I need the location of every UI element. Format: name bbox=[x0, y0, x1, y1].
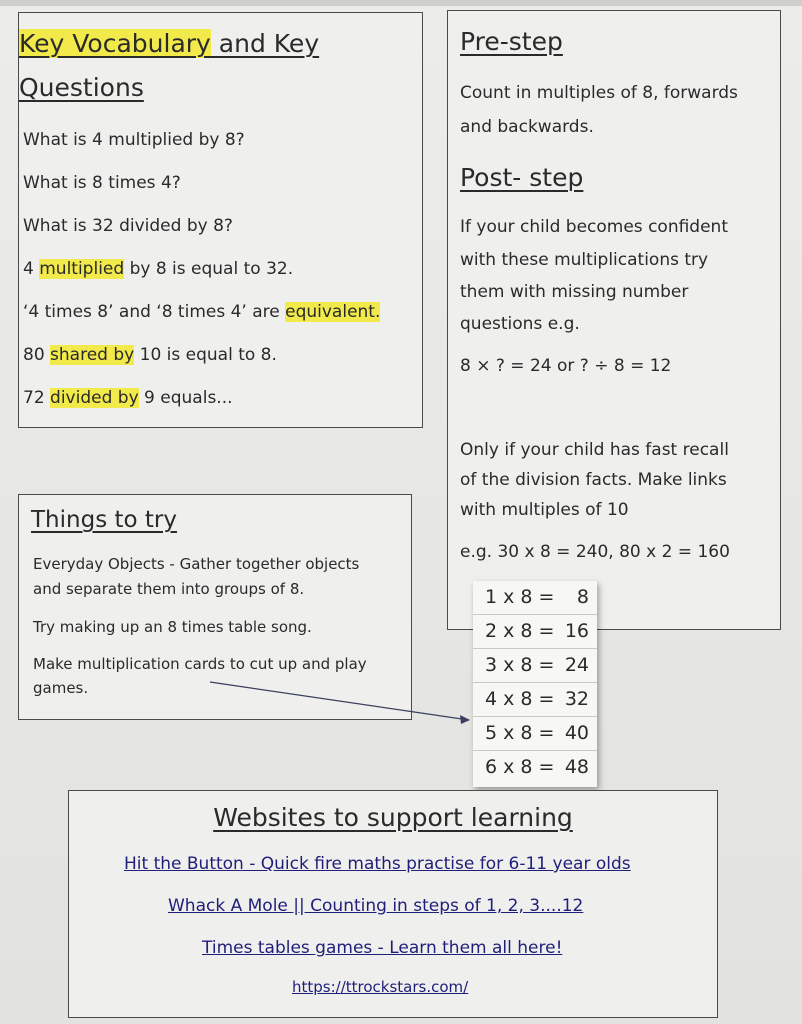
things-line-3: Try making up an 8 times table song. bbox=[33, 618, 312, 636]
things-line-5: games. bbox=[33, 679, 89, 697]
key-vocabulary-box bbox=[18, 12, 423, 428]
table-answer: 48 bbox=[564, 756, 589, 778]
table-row bbox=[473, 717, 597, 751]
link-hit-the-button[interactable]: Hit the Button - Quick fire maths practise for 6-11 year olds bbox=[124, 854, 631, 874]
statement-multiplied: 4 multiplied by 8 is equal to 32. bbox=[23, 259, 294, 279]
statement-equivalent: ‘4 times 8’ and ‘8 times 4’ are equivalent. bbox=[23, 302, 381, 322]
table-row bbox=[473, 581, 597, 615]
table-row bbox=[473, 615, 597, 649]
statement-divided-by: 72 divided by 9 equals... bbox=[23, 388, 233, 408]
things-line-2: and separate them into groups of 8. bbox=[33, 580, 305, 598]
things-to-try-box bbox=[18, 494, 412, 720]
pre-step-line-2: and backwards. bbox=[460, 117, 594, 137]
post-step-line-5: Only if your child has fast recall bbox=[460, 440, 729, 460]
websites-box bbox=[68, 790, 718, 1018]
post-step-line-4: questions e.g. bbox=[460, 314, 580, 334]
questions-heading: Questions bbox=[19, 73, 144, 102]
heading-rest: and Key bbox=[210, 29, 320, 58]
table-expression: 2 x 8 = bbox=[485, 620, 555, 642]
pre-step-heading: Pre-step bbox=[460, 27, 563, 56]
key-vocabulary-heading bbox=[19, 29, 319, 58]
table-answer: 8 bbox=[576, 586, 589, 608]
table-answer: 40 bbox=[564, 722, 589, 744]
statement-shared-by: 80 shared by 10 is equal to 8. bbox=[23, 345, 277, 365]
post-step-line-6: of the division facts. Make links bbox=[460, 470, 727, 490]
pre-step-line-1: Count in multiples of 8, forwards bbox=[460, 83, 738, 103]
post-step-line-2: with these multiplications try bbox=[460, 250, 709, 270]
table-row bbox=[473, 751, 597, 785]
table-answer: 24 bbox=[564, 654, 589, 676]
question-1: What is 4 multiplied by 8? bbox=[23, 130, 245, 150]
heading-highlight: Key Vocabulary bbox=[19, 29, 211, 58]
table-expression: 1 x 8 = bbox=[485, 586, 555, 608]
table-expression: 5 x 8 = bbox=[485, 722, 555, 744]
table-expression: 3 x 8 = bbox=[485, 654, 555, 676]
top-edge bbox=[0, 0, 802, 6]
table-expression: 4 x 8 = bbox=[485, 688, 555, 710]
post-step-line-1: If your child becomes confident bbox=[460, 217, 728, 237]
multiples-of-ten-example: e.g. 30 x 8 = 240, 80 x 2 = 160 bbox=[460, 542, 730, 562]
table-row bbox=[473, 683, 597, 717]
things-line-1: Everyday Objects - Gather together objects bbox=[33, 555, 360, 573]
table-answer: 16 bbox=[564, 620, 589, 642]
table-row bbox=[473, 649, 597, 683]
link-times-tables-games[interactable]: Times tables games - Learn them all here! bbox=[202, 938, 563, 958]
websites-heading: Websites to support learning bbox=[213, 803, 573, 832]
table-answer: 32 bbox=[564, 688, 589, 710]
post-step-heading: Post- step bbox=[460, 163, 584, 192]
link-whack-a-mole[interactable]: Whack A Mole || Counting in steps of 1, 2, 3....12 bbox=[168, 896, 584, 916]
times-table-cards bbox=[473, 581, 597, 787]
post-step-line-7: with multiples of 10 bbox=[460, 500, 629, 520]
table-expression: 6 x 8 = bbox=[485, 756, 555, 778]
pre-post-step-box bbox=[447, 10, 781, 630]
things-to-try-heading: Things to try bbox=[31, 507, 177, 533]
post-step-line-3: them with missing number bbox=[460, 282, 689, 302]
things-line-4: Make multiplication cards to cut up and play bbox=[33, 655, 367, 673]
question-3: What is 32 divided by 8? bbox=[23, 216, 233, 236]
link-ttrockstars[interactable]: https://ttrockstars.com/ bbox=[292, 978, 469, 996]
question-2: What is 8 times 4? bbox=[23, 173, 181, 193]
missing-number-example: 8 × ? = 24 or ? ÷ 8 = 12 bbox=[460, 356, 672, 376]
